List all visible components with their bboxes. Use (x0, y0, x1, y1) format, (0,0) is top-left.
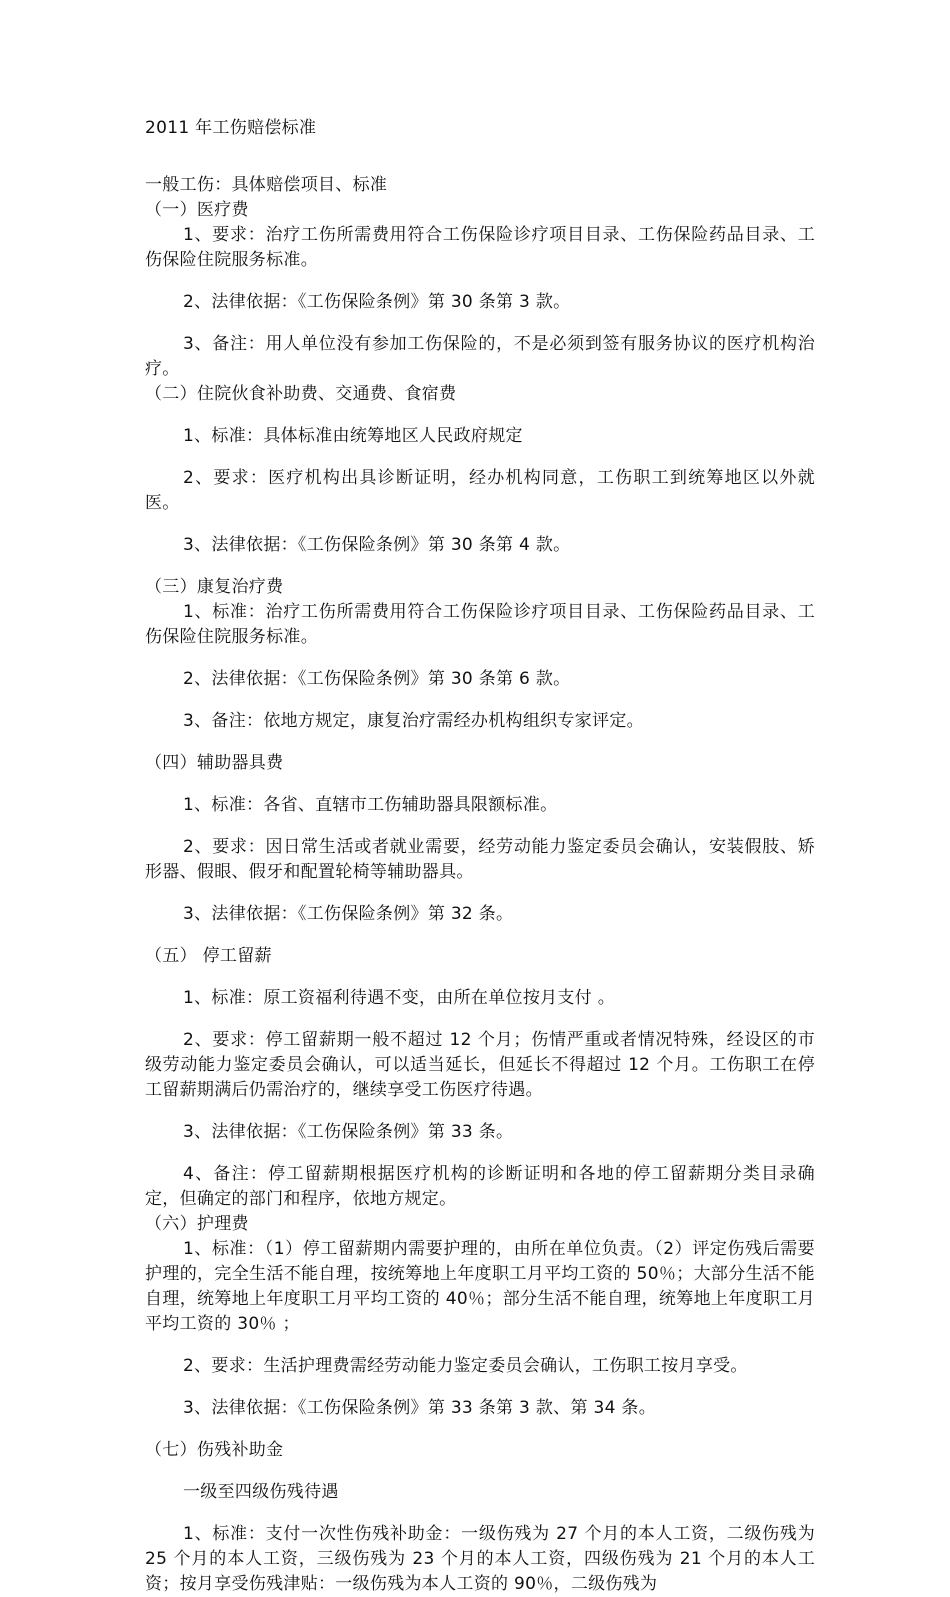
meals-item-2: 2、要求：医疗机构出具诊断证明，经办机构同意，工伤职工到统筹地区以外就医。 (145, 468, 815, 513)
rehab-item-2: 2、法律依据：《工伤保险条例》第 30 条第 6 款。 (183, 669, 571, 689)
document-subtitle: 一般工伤：具体赔偿项目、标准 (145, 175, 388, 195)
devices-item-2: 2、要求：因日常生活或者就业需要，经劳动能力鉴定委员会确认，安装假肢、矫形器、假眼、假牙和配置轮椅等辅助器具。 (145, 837, 815, 882)
nursing-item-3: 3、法律依据：《工伤保险条例》第 33 条第 3 款、第 34 条。 (183, 1398, 657, 1418)
medical-item-3: 3、备注：用人单位没有参加工伤保险的，不是必须到签有服务协议的医疗机构治疗。 (145, 334, 815, 379)
devices-item-3: 3、法律依据：《工伤保险条例》第 32 条。 (183, 904, 514, 924)
section-heading-nursing: （六）护理费 (145, 1214, 249, 1234)
meals-item-3: 3、法律依据：《工伤保险条例》第 30 条第 4 款。 (183, 535, 571, 555)
medical-item-1: 1、要求：治疗工伤所需费用符合工伤保险诊疗项目目录、工伤保险药品目录、工伤保险住院服务标准。 (145, 225, 815, 270)
nursing-item-2: 2、要求：生活护理费需经劳动能力鉴定委员会确认，工伤职工按月享受。 (183, 1356, 748, 1376)
leave-item-3: 3、法律依据：《工伤保险条例》第 33 条。 (183, 1122, 514, 1142)
rehab-item-1: 1、标准：治疗工伤所需费用符合工伤保险诊疗项目目录、工伤保险药品目录、工伤保险住院服务标准。 (145, 602, 815, 647)
section-heading-meals-transport: （二）住院伙食补助费、交通费、食宿费 (145, 384, 457, 404)
devices-item-1: 1、标准：各省、直辖市工伤辅助器具限额标准。 (183, 795, 558, 815)
section-heading-assistive-devices: （四）辅助器具费 (145, 753, 284, 773)
meals-item-1: 1、标准：具体标准由统筹地区人民政府规定 (183, 426, 523, 446)
leave-item-1: 1、标准：原工资福利待遇不变，由所在单位按月支付 。 (183, 988, 616, 1008)
document-title: 2011 年工伤赔偿标准 (145, 118, 317, 138)
section-heading-disability-subsidy: （七）伤残补助金 (145, 1440, 284, 1460)
title-spacer (145, 141, 815, 173)
leave-item-2: 2、要求：停工留薪期一般不超过 12 个月；伤情严重或者情况特殊，经设区的市级劳动能力鉴定委员会确认，可以适当延长，但延长不得超过 12 个月。工伤职工在停工留薪期满后仍需治疗的，继续享受工伤医疗待遇。 (145, 1030, 815, 1100)
section-heading-medical: （一）医疗费 (145, 200, 249, 220)
section-heading-rehabilitation: （三）康复治疗费 (145, 577, 284, 597)
nursing-item-1: 1、标准：（1）停工留薪期内需要护理的，由所在单位负责。（2）评定伤残后需要护理的，完全生活不能自理，按统筹地上年度职工月平均工资的 50％；大部分生活不能自理，统筹地上年度职工月平均工资的 40％；部分生活不能自理，统筹地上年度职工月平均工资的 30％ ； (145, 1239, 815, 1334)
medical-item-2: 2、法律依据：《工伤保险条例》第 30 条第 3 款。 (183, 292, 571, 312)
disability-item-1: 1、标准：支付一次性伤残补助金：一级伤残为 27 个月的本人工资，二级伤残为 25 个月的本人工资，三级伤残为 23 个月的本人工资，四级伤残为 21 个月的本人工资；按月享受伤残津贴：一级伤残为本人工资的 90％，二级伤残为 (145, 1524, 816, 1594)
disability-subheading: 一级至四级伤残待遇 (183, 1482, 339, 1502)
leave-item-4: 4、备注：停工留薪期根据医疗机构的诊断证明和各地的停工留薪期分类目录确定，但确定的部门和程序，依地方规定。 (145, 1164, 815, 1209)
rehab-item-3: 3、备注：依地方规定，康复治疗需经办机构组织专家评定。 (183, 711, 644, 731)
section-heading-paid-leave: （五） 停工留薪 (145, 946, 272, 966)
document-body (145, 116, 815, 1597)
